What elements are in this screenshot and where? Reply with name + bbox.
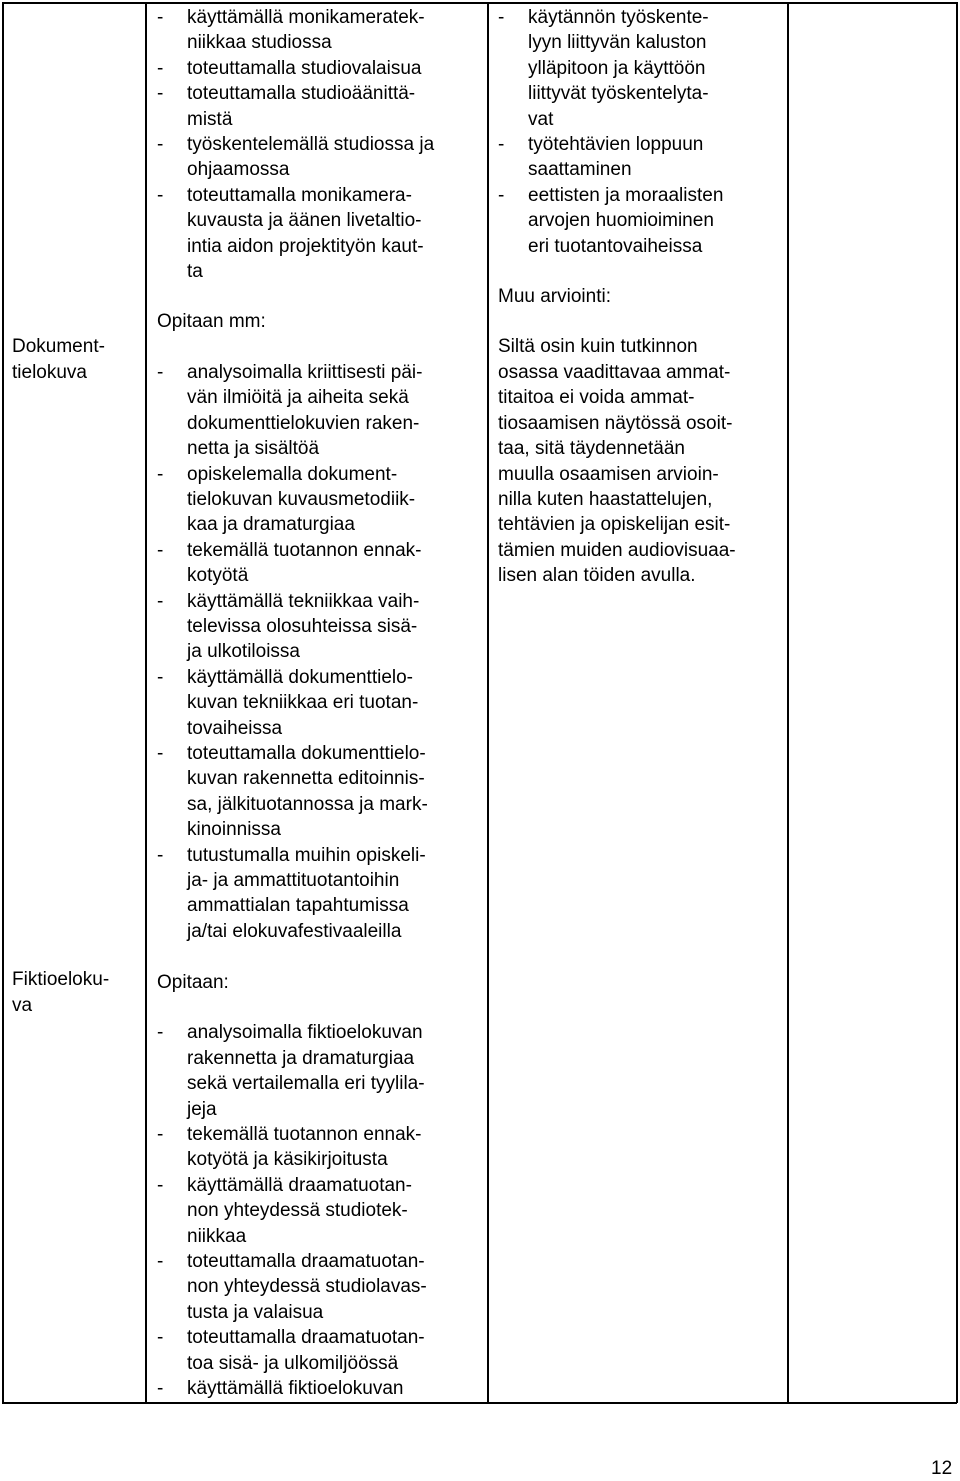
bullet-item: - opiskelemalla dokument- tielokuvan kuvausmetodiik- kaa ja dramaturgiaa [157, 462, 477, 538]
section-heading: Opitaan: [157, 972, 229, 993]
bullet-item: - käyttämällä monikameratek- niikkaa studiossa [157, 5, 477, 56]
bullet-item: - käyttämällä tekniikkaa vaih- televissa olosuhteissa sisä- ja ulkotiloissa [157, 589, 477, 665]
bullet-item: - työtehtävien loppuun saattaminen [498, 132, 788, 183]
bullet-item: - tekemällä tuotannon ennak- kotyötä ja käsikirjoitusta [157, 1122, 477, 1173]
spacer [498, 259, 788, 284]
bullet-item: - käyttämällä draamatuotan- non yhteydessä studiotek- niikkaa [157, 1173, 477, 1249]
assessment-cell-dokumenttielokuva [498, 5, 788, 589]
bullet-item: - käytännön työskente- lyyn liittyvän kaluston ylläpitoon ja käyttöön liittyvät työskentelyta- vat [498, 5, 788, 132]
table-border-left [2, 2, 4, 1403]
bullet-item: - toteuttamalla monikamera- kuvausta ja äänen livetaltio- intia aidon projektityön kaut- ta [157, 183, 477, 285]
bullet-item: - analysoimalla kriittisesti päi- vän ilmiöitä ja aiheita sekä dokumenttielokuvien raken- netta ja sisältöä [157, 360, 477, 462]
bullet-item: - työskentelemällä studiossa ja ohjaamossa [157, 132, 477, 183]
bullet-item: - toteuttamalla studiovalaisua [157, 56, 477, 81]
row-label-dokumenttielokuva [12, 334, 136, 386]
section-heading: Siltä osin kuin tutkinnon osassa vaadittavaa ammat- titaitoa ei voida ammat- tiosaamisen näytössä osoit- taa, sitä täydennetään muulla osaamisen arvioin- nilla kuten haastattelujen, tehtävien ja opiskelijan esit- tämien muiden audiovisuaa- lisen alan töiden avulla. [498, 336, 736, 587]
table-divider-col1 [145, 2, 147, 1403]
bullet-item: - toteuttamalla draamatuotan- toa sisä- ja ulkomiljöössä [157, 1325, 477, 1376]
bullet-item: - eettisten ja moraalisten arvojen huomioiminen eri tuotantovaiheissa [498, 183, 788, 259]
section-heading: Muu arviointi: [498, 286, 611, 308]
row-label-fiktioelokuva [12, 967, 136, 1019]
bullet-item: - tutustumalla muihin opiskeli- ja- ja ammattituotantoihin ammattialan tapahtumissa ja/tai elokuvafestivaaleilla [157, 843, 477, 945]
section-heading: Opitaan mm: [157, 311, 266, 333]
content-cell-dokumenttielokuva [157, 5, 477, 944]
page-number: 12 [931, 1458, 953, 1479]
bullet-item: - toteuttamalla studioäänittä- mistä [157, 81, 477, 132]
bullet-item: - tekemällä tuotannon ennak- kotyötä [157, 538, 477, 589]
bullet-item: - analysoimalla fiktioelokuvan rakennetta ja dramaturgiaa sekä vertailemalla eri tyylila- jeja [157, 1020, 477, 1122]
table-border-right [956, 2, 958, 1403]
content-cell-fiktioelokuva [157, 970, 477, 1402]
table-border-bottom [2, 1402, 957, 1404]
table-border-top [2, 2, 957, 4]
bullet-item: - toteuttamalla draamatuotan- non yhteydessä studiolavas- tusta ja valaisua [157, 1249, 477, 1325]
bullet-item: - käyttämällä fiktioelokuvan [157, 1376, 477, 1401]
row-label-text: Fiktioeloku- va [12, 969, 110, 1016]
bullet-item: - toteuttamalla dokumenttielo- kuvan rakennetta editoinnis- sa, jälkituotannossa ja mark- kinoinnissa [157, 741, 477, 843]
spacer [157, 284, 477, 309]
spacer [157, 995, 477, 1020]
row-label-text: Dokument- tielokuva [12, 336, 105, 383]
bullet-item: - käyttämällä dokumenttielo- kuvan tekniikkaa eri tuotan- tovaiheissa [157, 665, 477, 741]
spacer [498, 309, 788, 334]
spacer [157, 335, 477, 360]
table-divider-col2 [487, 2, 489, 1403]
